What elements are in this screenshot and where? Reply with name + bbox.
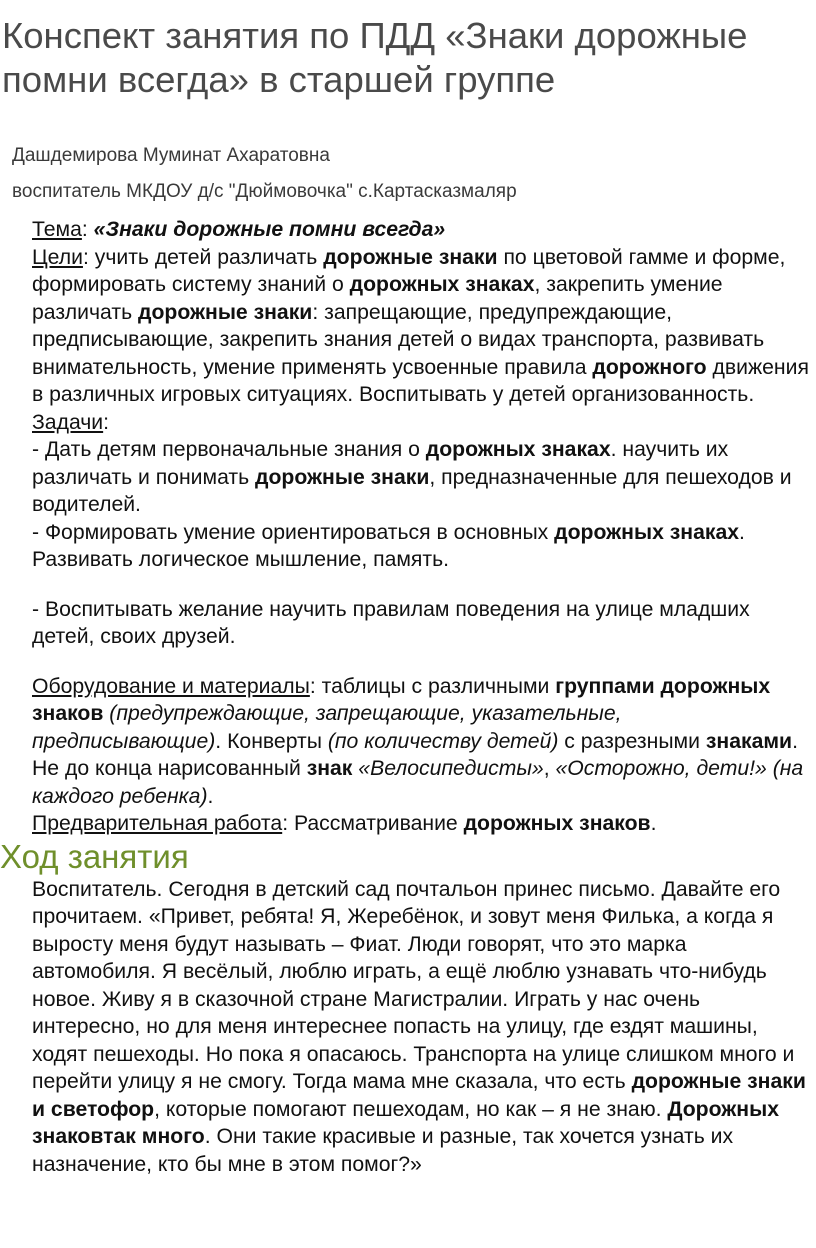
theme-label: Тема	[32, 218, 82, 241]
theme-paragraph: Тема: «Знаки дорожные помни всегда»	[32, 218, 446, 241]
equipment-paragraph: Оборудование и материалы: таблицы с различными группами дорожных знаков (предупреждающие, запрещающие, указательные, предписывающие). Конверты (по количеству детей) с разрезными знаками. Не до конца нарисованный знак «Велосипедисты», «Осторожно, дети!» (на каждого ребенка).	[32, 674, 804, 808]
prework-label: Предварительная работа	[32, 812, 283, 835]
prework-paragraph: Предварительная работа: Рассматривание дорожных знаков.	[32, 812, 657, 835]
task-item-2: - Формировать умение ориентироваться в основных дорожных знаках. Развивать логическое мышление, память.	[32, 520, 745, 571]
page-title: Конспект занятия по ПДД «Знаки дорожные помни всегда» в старшей группе	[2, 15, 748, 100]
goals-label: Цели	[32, 245, 83, 269]
equipment-label: Оборудование и материалы	[32, 674, 310, 698]
document-body	[0, 216, 812, 1178]
author-position: воспитатель МКДОУ д/с "Дюймовочка" с.Картасказмаляр	[12, 181, 517, 202]
goals-paragraph: Цели: учить детей различать дорожные знаки по цветовой гамме и форме, формировать систему знаний о дорожных знаках, закрепить умение различать дорожные знаки: запрещающие, предупреждающие, предписывающие, закрепить знания детей о видах транспорта, развивать внимательность, умение применять усвоенные правила дорожного движения в различных игровых ситуациях. Воспитывать у детей организованность.	[32, 245, 809, 406]
task-item-1: - Дать детям первоначальные знания о дорожных знаках. научить их различать и понимать дорожные знаки, предназначенные для пешеходов и водителей.	[32, 438, 792, 516]
task-item-3: - Воспитывать желание научить правилам поведения на улице младших детей, своих друзей.	[32, 597, 750, 648]
lesson-paragraph: Воспитатель. Сегодня в детский сад почтальон принес письмо. Давайте его прочитаем. «Привет, ребята! Я, Жеребёнок, и зовут меня Филька, а когда я выросту меня будут называть – Фиат. Люди говорят, что это марка автомобиля. Я весёлый, люблю играть, а ещё люблю узнавать что-нибудь новое. Живу я в сказочной стране Магистралии. Играть у нас очень интересно, но для меня интереснее попасть на улицу, где ездят машины, ходят пешеходы. Но пока я опасаюсь. Транспорта на улице слишком много и перейти улицу я не смогу. Тогда мама мне сказала, что есть дорожные знаки и светофор, которые помогают пешеходам, но как – я не знаю. Дорожных знаковтак много. Они такие красивые и разные, так хочется узнать их назначение, кто бы мне в этом помог?»	[32, 877, 806, 1176]
theme-value: «Знаки дорожные помни всегда»	[93, 218, 446, 241]
section-title: Ход занятия	[0, 837, 189, 875]
tasks-label: Задачи	[32, 410, 104, 434]
author-name: Дашдемирова Муминат Ахаратовна	[12, 145, 330, 166]
tasks-heading: Задачи:	[32, 410, 110, 434]
